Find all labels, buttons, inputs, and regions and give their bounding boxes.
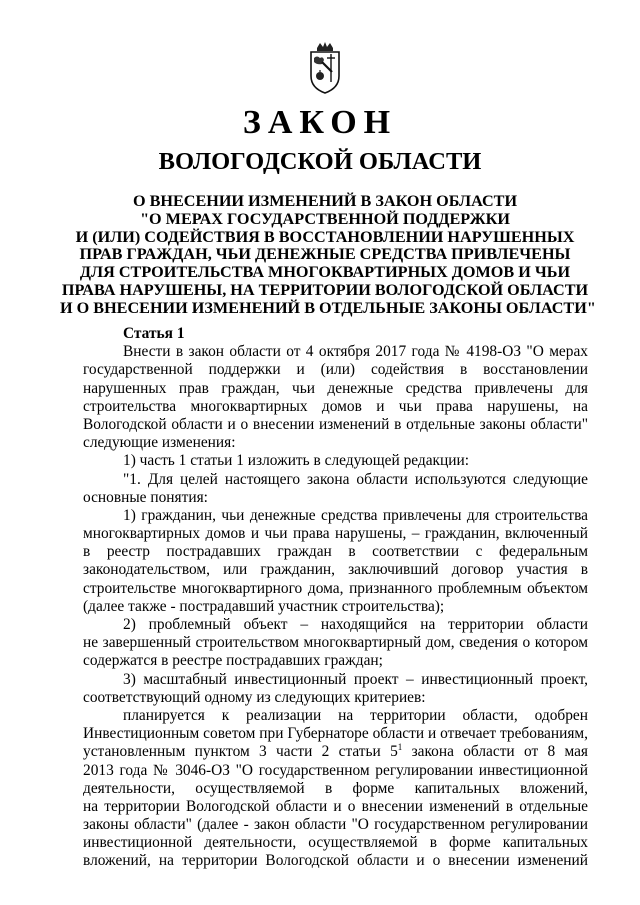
law-title-line: И О ВНЕСЕНИИ ИЗМЕНЕНИЙ В ОТДЕЛЬНЫЕ ЗАКОНЫ ОБЛАСТИ" xyxy=(60,298,596,317)
document-body xyxy=(83,325,588,871)
body-text-line: планируется к реализации на территории области, одобрен xyxy=(123,706,588,724)
body-text-line: (далее также - пострадавший участник строительства); xyxy=(83,597,445,615)
vologda-coat-of-arms-icon xyxy=(305,42,345,94)
body-text-line: строительстве многоквартирного дома, признанного проблемным объектом xyxy=(83,579,588,597)
body-text-segment: установленным пунктом 3 части 2 статьи 5 xyxy=(83,743,398,761)
body-text-line: Вологодской области и о внесении изменений в отдельные законы области" xyxy=(83,415,588,433)
law-title-line: И (ИЛИ) СОДЕЙСТВИЯ В ВОССТАНОВЛЕНИИ НАРУШЕННЫХ xyxy=(75,227,575,246)
body-text-line: инвестиционной деятельности, осуществляемой в форме капитальных xyxy=(83,834,588,852)
body-text-line: содержатся в реестре пострадавших граждан; xyxy=(83,652,383,670)
body-text-line: не завершенный строительством многоквартирный дом, сведения о котором xyxy=(83,634,588,652)
body-text-line: основные понятия: xyxy=(83,488,208,506)
body-text-line: 2) проблемный объект – находящийся на территории области xyxy=(123,616,588,633)
law-title-line: О ВНЕСЕНИИ ИЗМЕНЕНИЙ В ЗАКОН ОБЛАСТИ xyxy=(132,192,518,210)
body-text-line: Инвестиционным советом при Губернаторе области и отвечает требованиям, xyxy=(83,725,588,743)
body-text-line: 1) часть 1 статьи 1 изложить в следующей редакции: xyxy=(123,452,470,470)
law-title-line: ПРАВ ГРАЖДАН, ЧЬИ ДЕНЕЖНЫЕ СРЕДСТВА ПРИВЛЕЧЕНЫ xyxy=(79,245,571,264)
body-text-line: "1. Для целей настоящего закона области используются следующие xyxy=(123,470,588,488)
body-text-line: деятельности, осуществляемой в форме капитальных вложений, xyxy=(83,779,588,797)
body-text-line: государственной поддержки и (или) содействия в восстановлении xyxy=(83,361,588,379)
region-title: ВОЛОГОДСКОЙ ОБЛАСТИ xyxy=(158,148,482,175)
body-text-line: в реестр пострадавших граждан в соответствии с федеральным xyxy=(83,543,588,561)
body-text-line: законы области" (далее - закон области "О государственном регулировании xyxy=(83,816,588,834)
body-text-line: 2013 года № 3046-ОЗ "О государственном регулировании инвестиционной xyxy=(83,761,588,779)
body-text-line: законодательством, или гражданин, заключивший договор участия в xyxy=(83,561,588,579)
law-title xyxy=(60,192,596,318)
law-title-line: ПРАВА НАРУШЕНЫ, НА ТЕРРИТОРИИ ВОЛОГОДСКОЙ ОБЛАСТИ xyxy=(61,280,589,299)
document-type-title: ЗАКОН xyxy=(242,104,398,141)
body-text-line xyxy=(83,743,588,761)
article-heading: Статья 1 xyxy=(123,325,185,342)
body-text-line: на территории Вологодской области и о внесении изменений в отдельные xyxy=(83,797,588,815)
superscript: 1 xyxy=(397,743,403,753)
body-text-line: нарушенных прав граждан, чьи денежные средства привлечены для xyxy=(83,379,588,397)
body-text-line: 1) гражданин, чьи денежные средства привлечены для строительства xyxy=(123,506,588,524)
body-text-line: соответствующий одному из следующих критериев: xyxy=(83,688,426,706)
body-text-line: 3) масштабный инвестиционный проект – инвестиционный проект, xyxy=(123,670,588,688)
body-text-line: многоквартирных домов и чьи права нарушены, – гражданин, включенный xyxy=(83,525,588,543)
body-text-line: вложений, на территории Вологодской области и о внесении изменений xyxy=(83,852,588,870)
body-text-segment: закона области от 8 мая xyxy=(402,743,588,761)
body-text-line: следующие изменения: xyxy=(83,434,236,452)
law-title-line: "О МЕРАХ ГОСУДАРСТВЕННОЙ ПОДДЕРЖКИ xyxy=(140,209,510,228)
law-title-line: ДЛЯ СТРОИТЕЛЬСТВА МНОГОКВАРТИРНЫХ ДОМОВ И ЧЬИ xyxy=(79,263,571,282)
body-text-line: Внести в закон области от 4 октября 2017 года № 4198-ОЗ "О мерах xyxy=(123,343,588,361)
body-text-line: строительства многоквартирных домов и чьи права нарушены, на xyxy=(83,397,588,415)
